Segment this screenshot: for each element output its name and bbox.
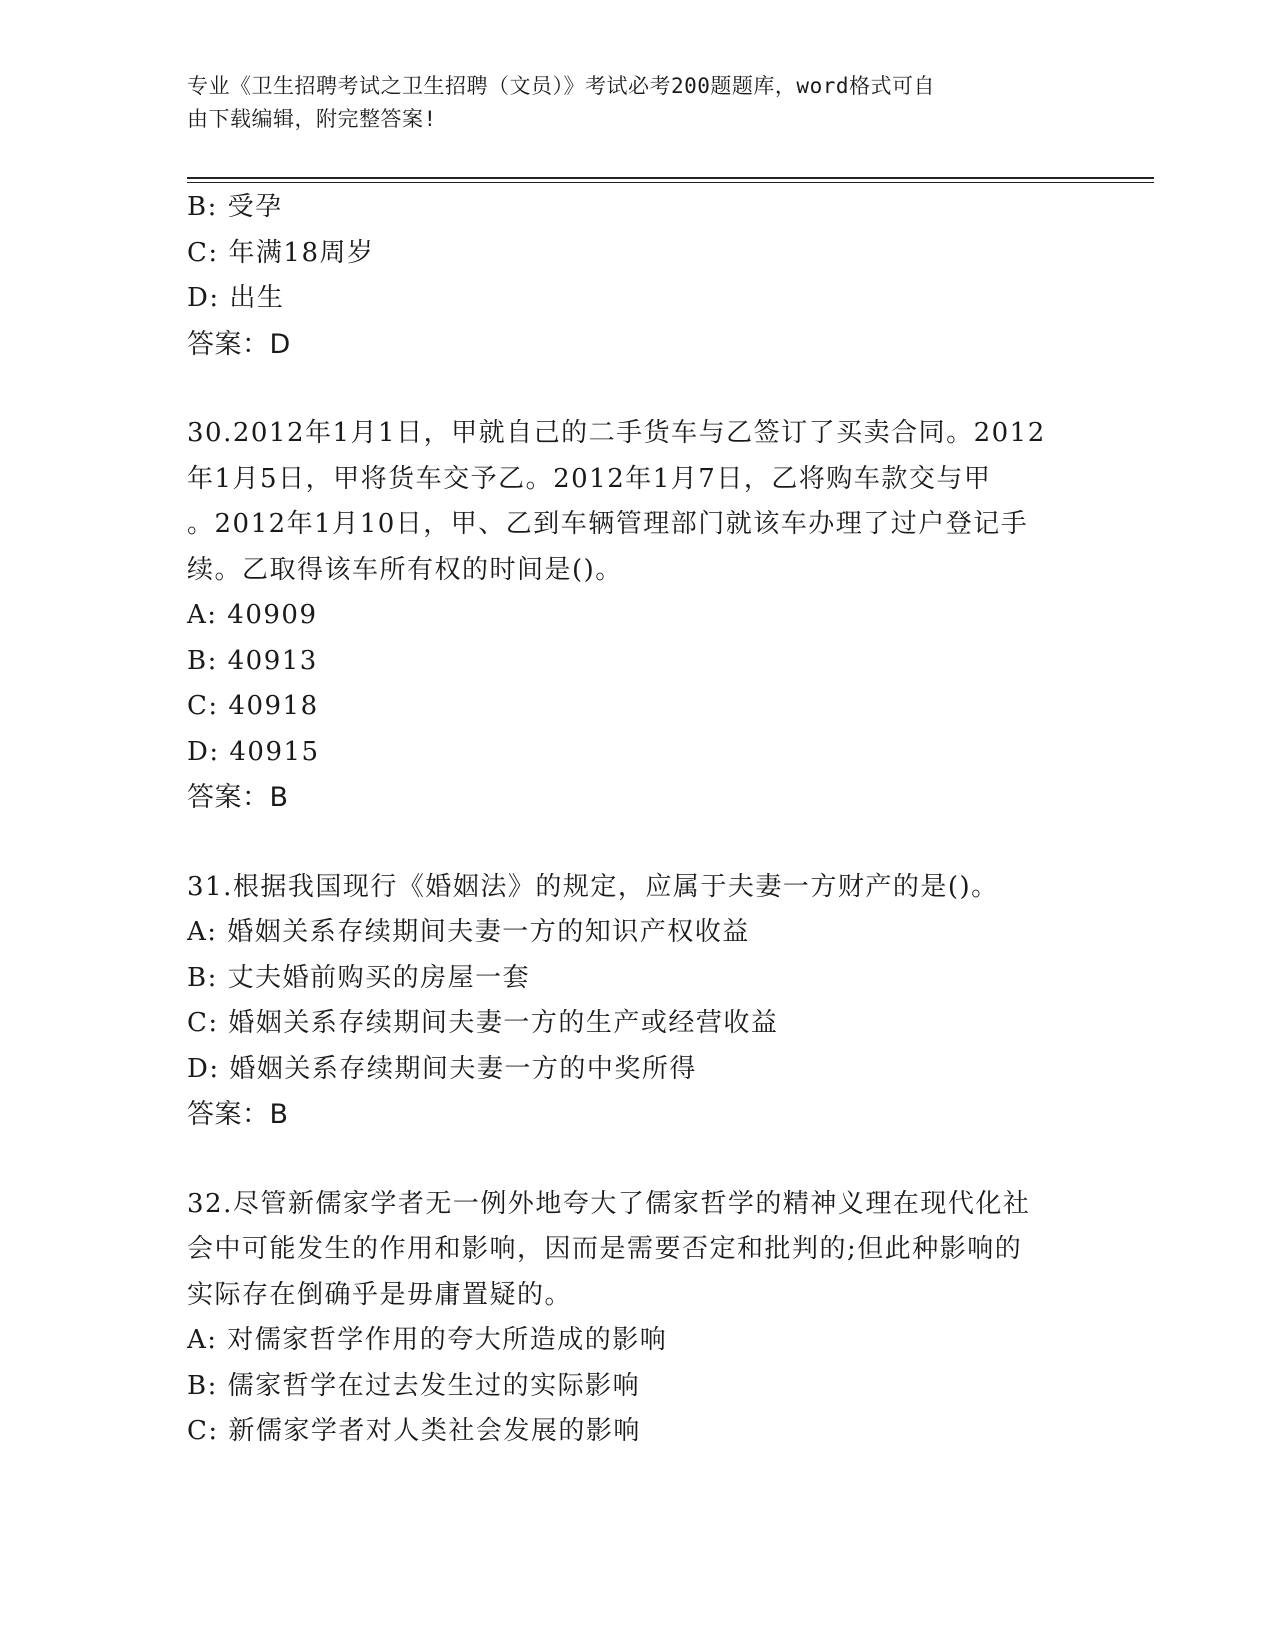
question-stem-line: 年1月5日，甲将货车交予乙。2012年1月7日，乙将购车款交与甲	[187, 463, 992, 494]
header-title-line-2: 由下载编辑，附完整答案!	[187, 107, 437, 131]
spacer	[187, 1138, 1087, 1182]
option-d: D: 婚姻关系存续期间夫妻一方的中奖所得	[187, 1053, 697, 1084]
question-stem-line: 32.尽管新儒家学者无一例外地夸大了儒家哲学的精神义理在现代化社	[187, 1188, 1031, 1219]
option-a: A: 对儒家哲学作用的夸大所造成的影响	[187, 1325, 668, 1355]
option-c: C: 新儒家学者对人类社会发展的影响	[187, 1416, 641, 1446]
option-b: B: 丈夫婚前购买的房屋一套	[187, 962, 531, 993]
option-a: A: 婚姻关系存续期间夫妻一方的知识产权收益	[187, 917, 750, 947]
question-content	[187, 185, 1087, 1455]
header-rule-thin	[187, 182, 1154, 183]
question-stem-line: 31.根据我国现行《婚姻法》的规定，应属于夫妻一方财产的是()。	[187, 871, 999, 902]
spacer	[187, 367, 1087, 411]
answer: 答案：D	[187, 328, 291, 360]
option-c: C: 婚姻关系存续期间夫妻一方的生产或经营收益	[187, 1008, 779, 1038]
question-stem-line: 。2012年1月10日，甲、乙到车辆管理部门就该车办理了过户登记手	[187, 509, 1029, 539]
question-30	[187, 411, 1087, 821]
option-b: B: 40913	[187, 645, 318, 676]
question-stem-line: 会中可能发生的作用和影响，因而是需要否定和批判的;但此种影响的	[187, 1234, 1023, 1264]
question-31	[187, 865, 1087, 1138]
question-stem-line: 实际存在倒确乎是毋庸置疑的。	[187, 1279, 573, 1310]
answer: 答案：B	[187, 1099, 289, 1130]
spacer	[187, 821, 1087, 865]
option-d: D: 出生	[187, 283, 285, 313]
header-rule-thick	[187, 177, 1154, 179]
question-stem-line: 30.2012年1月1日，甲就自己的二手货车与乙签订了买卖合同。2012	[187, 418, 1046, 448]
option-c: C: 年满18周岁	[187, 237, 375, 268]
header-title-line-1: 专业《卫生招聘考试之卫生招聘（文员）》考试必考200题题库，word格式可自	[187, 74, 935, 98]
option-b: B: 儒家哲学在过去发生过的实际影响	[187, 1370, 641, 1401]
question-32	[187, 1182, 1087, 1455]
option-d: D: 40915	[187, 736, 320, 767]
answer: 答案：B	[187, 782, 289, 813]
question-stem-line: 续。乙取得该车所有权的时间是()。	[187, 554, 623, 585]
option-b: B: 受孕	[187, 192, 283, 222]
page-header	[187, 70, 1067, 136]
option-c: C: 40918	[187, 691, 319, 721]
question-29-continuation	[187, 185, 1087, 367]
option-a: A: 40909	[187, 600, 318, 630]
